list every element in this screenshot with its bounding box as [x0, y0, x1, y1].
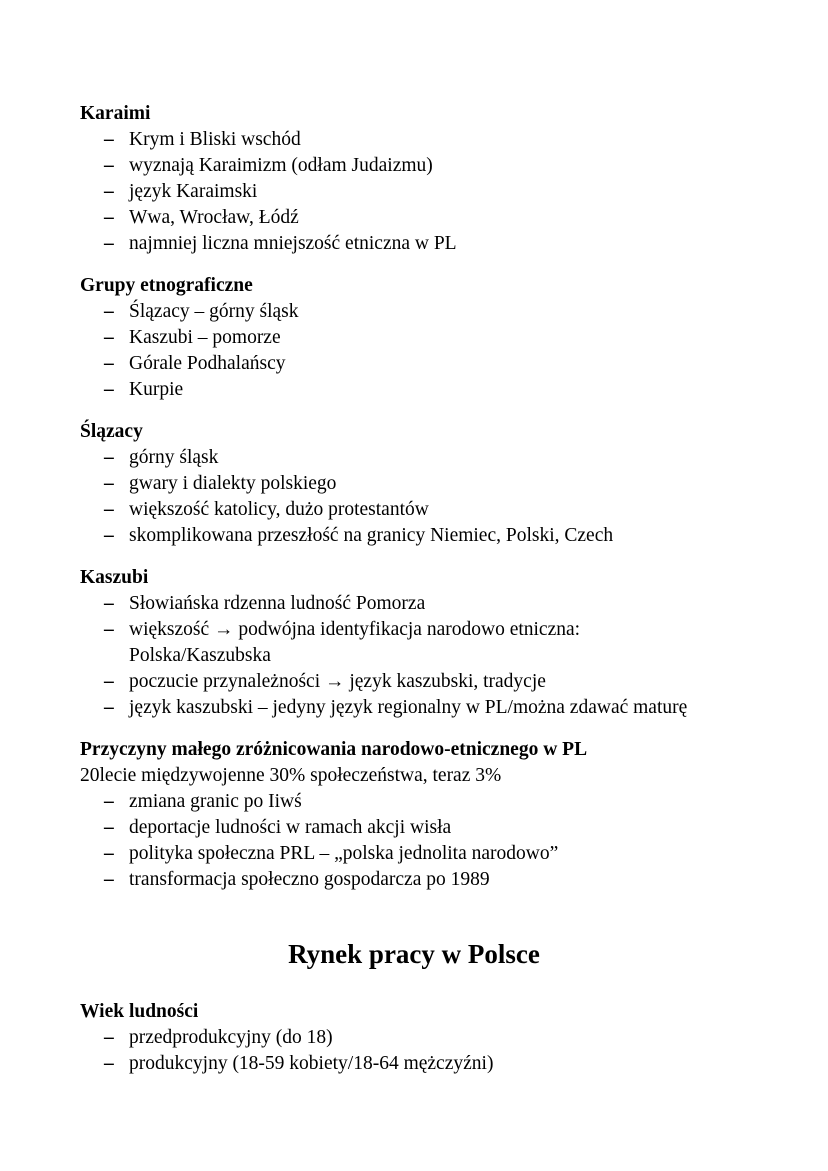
list-item — [80, 1025, 780, 1051]
list-item-text: produkcyjny (18-59 kobiety/18-64 mężczyźni) — [129, 1053, 494, 1074]
bullet-list — [80, 445, 780, 549]
dash-bullet: – — [104, 619, 114, 640]
list-item — [80, 617, 780, 669]
list-item-text: Górale Podhalańscy — [129, 353, 286, 374]
dash-bullet: – — [104, 869, 114, 890]
dash-bullet: – — [104, 817, 114, 838]
list-item — [80, 153, 780, 179]
dash-bullet: – — [104, 671, 114, 692]
list-item — [80, 299, 780, 325]
list-item — [80, 325, 780, 351]
list-item-text: język Karaimski — [129, 181, 258, 202]
dash-bullet: – — [104, 1053, 114, 1074]
list-item — [80, 815, 780, 841]
bullet-list — [80, 1025, 780, 1077]
list-item — [80, 351, 780, 377]
list-item — [80, 231, 780, 257]
list-item — [80, 867, 780, 893]
list-item-text: zmiana granic po Iiwś — [129, 791, 302, 812]
dash-bullet: – — [104, 155, 114, 176]
list-item — [80, 205, 780, 231]
dash-bullet: – — [104, 181, 114, 202]
list-item — [80, 471, 780, 497]
list-item-text: deportacje ludności w ramach akcji wisła — [129, 817, 452, 838]
list-item-text: większość katolicy, dużo protestantów — [129, 499, 429, 520]
dash-bullet: – — [104, 379, 114, 400]
section-heading: Karaimi — [80, 103, 151, 124]
list-item — [80, 1051, 780, 1077]
dash-bullet: – — [104, 791, 114, 812]
list-item — [80, 497, 780, 523]
list-item-text-continuation: Polska/Kaszubska — [129, 645, 271, 666]
list-item-text: Kaszubi – pomorze — [129, 327, 281, 348]
dash-bullet: – — [104, 233, 114, 254]
dash-bullet: – — [104, 473, 114, 494]
list-item-text: poczucie przynależności → język kaszubski, tradycje — [129, 671, 546, 692]
list-item-text: Słowiańska rdzenna ludność Pomorza — [129, 593, 426, 614]
dash-bullet: – — [104, 301, 114, 322]
bullet-list — [80, 127, 780, 257]
section-heading: Grupy etnograficzne — [80, 275, 253, 296]
list-item — [80, 669, 780, 695]
list-item-text: najmniej liczna mniejszość etniczna w PL — [129, 233, 457, 254]
list-item-text: gwary i dialekty polskiego — [129, 473, 337, 494]
dash-bullet: – — [104, 207, 114, 228]
section-przyczyny — [80, 737, 780, 893]
list-item-text: polityka społeczna PRL – „polska jednolita narodowo” — [129, 843, 559, 864]
list-item-text: Wwa, Wrocław, Łódź — [129, 207, 299, 228]
chapter-title: Rynek pracy w Polsce — [288, 939, 540, 969]
list-item-text: większość → podwójna identyfikacja narodowo etniczna: — [129, 619, 581, 640]
dash-bullet: – — [104, 525, 114, 546]
dash-bullet: – — [104, 447, 114, 468]
list-item-text: Krym i Bliski wschód — [129, 129, 301, 150]
dash-bullet: – — [104, 327, 114, 348]
section-grupy-etnograficzne — [80, 273, 780, 403]
bullet-list — [80, 299, 780, 403]
section-heading: Kaszubi — [80, 567, 149, 588]
list-item-text: Ślązacy – górny śląsk — [129, 301, 299, 322]
bullet-list — [80, 591, 780, 721]
section-intro: 20lecie międzywojenne 30% społeczeństwa, teraz 3% — [80, 765, 502, 786]
list-item — [80, 179, 780, 205]
section-heading: Przyczyny małego zróżnicowania narodowo-etnicznego w PL — [80, 739, 588, 760]
list-item-text: język kaszubski – jedyny język regionalny w PL/można zdawać maturę — [129, 697, 688, 718]
list-item-text: Kurpie — [129, 379, 184, 400]
bullet-list — [80, 789, 780, 893]
dash-bullet: – — [104, 353, 114, 374]
list-item-text: transformacja społeczno gospodarcza po 1989 — [129, 869, 490, 890]
list-item-text: górny śląsk — [129, 447, 219, 468]
dash-bullet: – — [104, 697, 114, 718]
list-item — [80, 841, 780, 867]
dash-bullet: – — [104, 499, 114, 520]
dash-bullet: – — [104, 593, 114, 614]
section-wiek-ludnosci — [80, 999, 780, 1077]
section-kaszubi — [80, 565, 780, 721]
list-item — [80, 523, 780, 549]
list-item — [80, 377, 780, 403]
section-heading: Ślązacy — [80, 421, 143, 442]
list-item — [80, 445, 780, 471]
dash-bullet: – — [104, 1027, 114, 1048]
section-heading: Wiek ludności — [80, 1001, 199, 1022]
notes-content — [80, 101, 780, 909]
list-item — [80, 789, 780, 815]
list-item — [80, 591, 780, 617]
list-item-text: przedprodukcyjny (do 18) — [129, 1027, 333, 1048]
list-item — [80, 127, 780, 153]
list-item-text: skomplikowana przeszłość na granicy Niemiec, Polski, Czech — [129, 525, 614, 546]
list-item-text: wyznają Karaimizm (odłam Judaizmu) — [129, 155, 433, 176]
list-item — [80, 695, 780, 721]
section-slazacy — [80, 419, 780, 549]
section-karaimi — [80, 101, 780, 257]
dash-bullet: – — [104, 843, 114, 864]
dash-bullet: – — [104, 129, 114, 150]
